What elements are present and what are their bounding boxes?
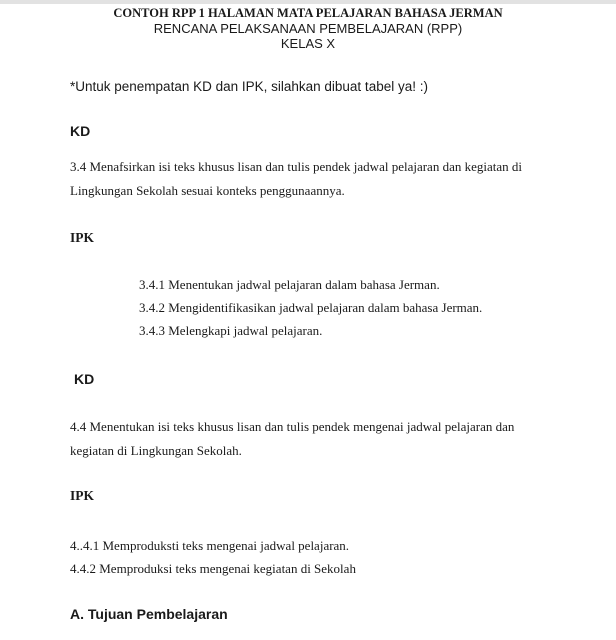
document-title: CONTOH RPP 1 HALAMAN MATA PELAJARAN BAHASA JERMAN — [113, 6, 503, 20]
kd-heading-1: KD — [70, 123, 91, 139]
ipk-heading-2: IPK — [70, 488, 95, 503]
ipk-item: 4.4.2 Memproduksi teks mengenai kegiatan di Sekolah — [70, 561, 356, 576]
kd-text-1-line1: 3.4 Menafsirkan isi teks khusus lisan dan tulis pendek jadwal pelajaran dan kegiatan di — [70, 159, 522, 174]
ipk-heading-1: IPK — [70, 230, 95, 245]
kd-text-1-line2: Lingkungan Sekolah sesuai konteks penggunaannya. — [70, 183, 345, 198]
kd-text-2-line2: kegiatan di Lingkungan Sekolah. — [70, 443, 242, 458]
objective-heading: A. Tujuan Pembelajaran — [70, 606, 228, 622]
class-label: KELAS X — [280, 36, 336, 51]
ipk-item: 4..4.1 Memproduksti teks mengenai jadwal pelajaran. — [70, 538, 350, 553]
note-text: *Untuk penempatan KD dan IPK, silahkan dibuat tabel ya! :) — [70, 79, 428, 94]
ipk-item: 3.4.2 Mengidentifikasikan jadwal pelajaran dalam bahasa Jerman. — [139, 300, 483, 315]
document-subtitle: RENCANA PELAKSANAAN PEMBELAJARAN (RPP) — [153, 21, 463, 36]
ipk-item: 3.4.3 Melengkapi jadwal pelajaran. — [139, 323, 323, 338]
kd-heading-2: KD — [74, 371, 95, 387]
page-top-edge — [0, 0, 616, 4]
ipk-item: 3.4.1 Menentukan jadwal pelajaran dalam bahasa Jerman. — [139, 277, 440, 292]
kd-text-2-line1: 4.4 Menentukan isi teks khusus lisan dan tulis pendek mengenai jadwal pelajaran dan — [70, 419, 515, 434]
